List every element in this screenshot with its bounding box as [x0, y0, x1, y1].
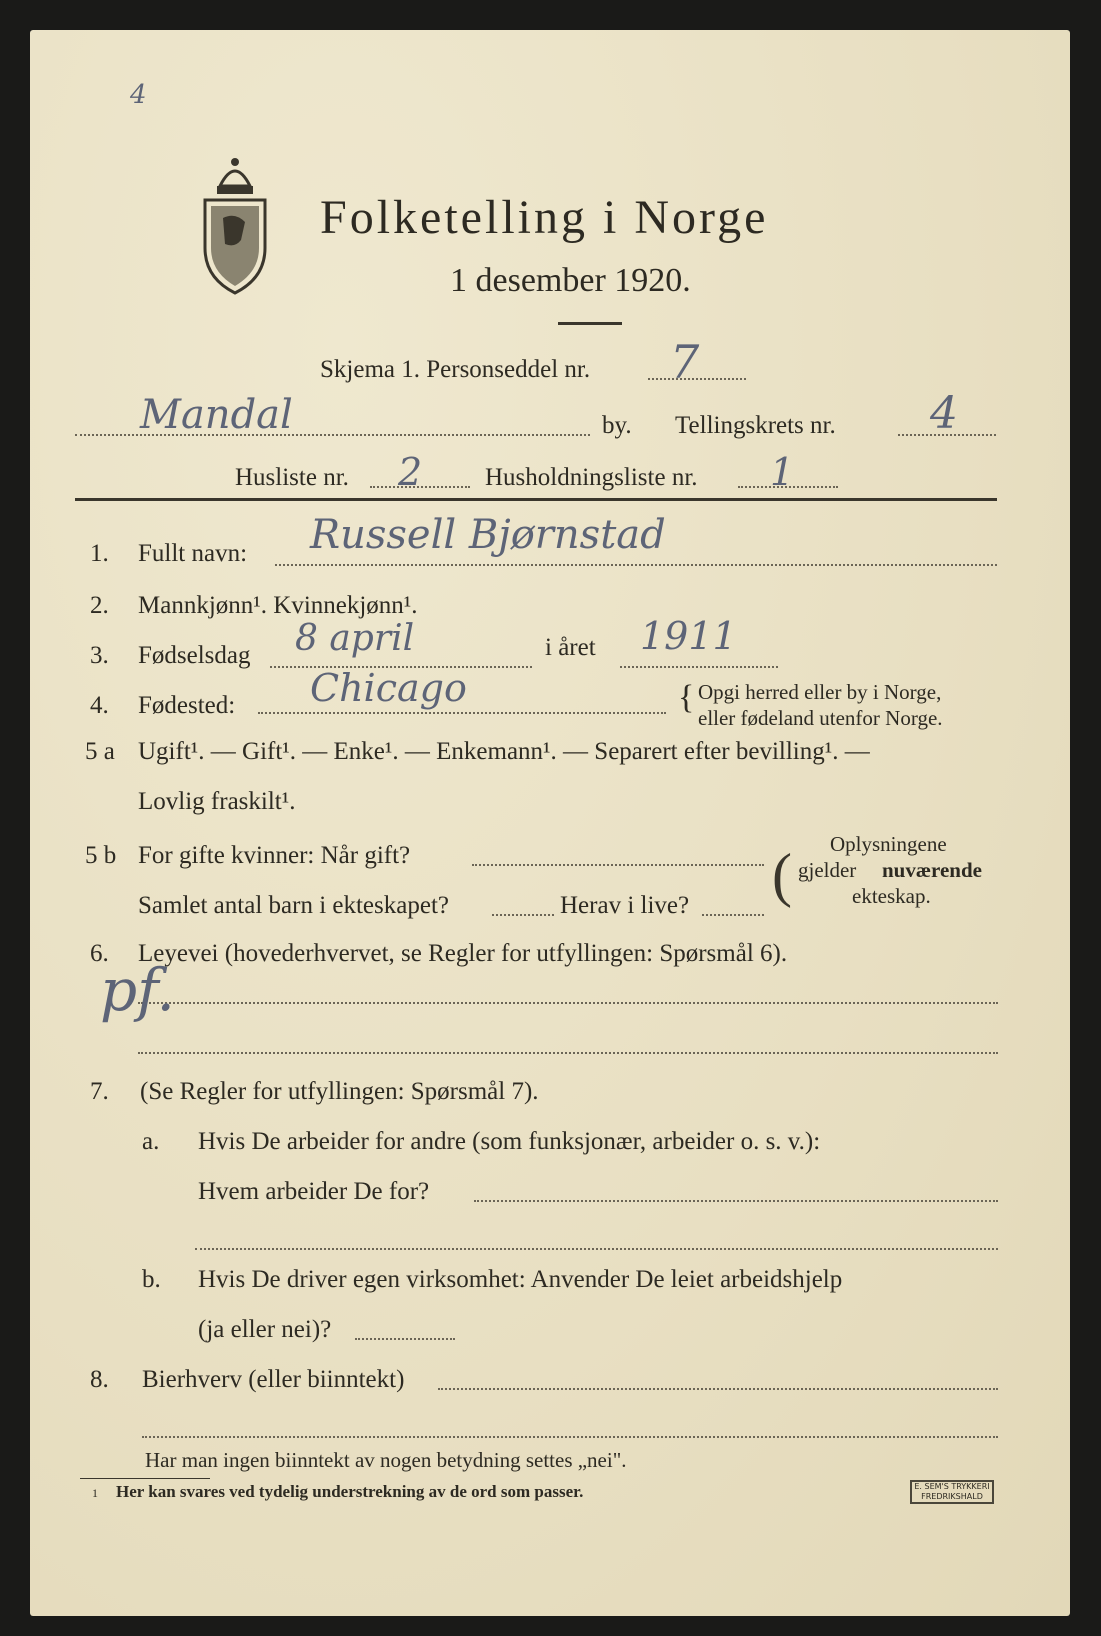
form-title: Folketelling i Norge [320, 191, 769, 244]
q4-note-line1: Opgi herred eller by i Norge, [698, 680, 942, 704]
tellingskrets-value: 4 [930, 388, 958, 439]
q4-value: Chicago [310, 666, 467, 710]
q7a-letter: a. [142, 1128, 160, 1155]
printer-stamp [910, 1480, 994, 1504]
header-rule [75, 498, 997, 501]
q5b-children-label: Samlet antal barn i ekteskapet? [138, 892, 449, 919]
q8-label: Bierhverv (eller biinntekt) [142, 1366, 405, 1393]
q4-note-line2: eller fødeland utenfor Norge. [698, 706, 943, 730]
q5b-children-line [492, 914, 554, 916]
q4-line [258, 712, 666, 714]
q6-line2 [138, 1052, 998, 1054]
q5b-line1: For gifte kvinner: Når gift? [138, 842, 411, 869]
husliste-label: Husliste nr. [235, 464, 349, 491]
q5a-number: 5 a [85, 738, 115, 765]
q5b-number: 5 b [85, 842, 117, 869]
q5b-note-line3: ekteskap. [852, 884, 931, 908]
q6-line1 [138, 1002, 998, 1004]
q3-number: 3. [90, 642, 109, 669]
by-label: by. [602, 412, 632, 439]
q1-label: Fullt navn: [138, 540, 248, 567]
q5b-note-line1: Oplysningene [830, 832, 947, 856]
coat-of-arms-icon [195, 148, 275, 298]
form-date: 1 desember 1920. [450, 262, 691, 299]
q7a-answer-line2 [195, 1248, 998, 1250]
husliste-value: 2 [398, 450, 423, 494]
q1-value: Russell Bjørnstad [310, 512, 666, 558]
q5b-note-line2b: nuværende [882, 858, 982, 882]
q1-number: 1. [90, 540, 109, 567]
q3-date-value: 8 april [295, 618, 415, 659]
q3-year-value: 1911 [640, 614, 737, 658]
q3-year-label: i året [545, 634, 596, 661]
footnote-mark: 1 [92, 1486, 98, 1500]
q7b-letter: b. [142, 1266, 161, 1293]
husholdning-label: Husholdningsliste nr. [485, 464, 698, 491]
q7a-answer-line1 [474, 1200, 998, 1202]
schema-nr-value: 7 [670, 335, 700, 389]
q3-label: Fødselsdag [138, 642, 251, 669]
q7b-answer-line [355, 1338, 455, 1340]
title-divider [558, 322, 622, 325]
q7b-line2: (ja eller nei)? [198, 1316, 332, 1343]
q8-line2 [142, 1436, 998, 1438]
q8-note: Har man ingen biinntekt av nogen betydning settes „nei". [145, 1448, 627, 1472]
q7a-line1: Hvis De arbeider for andre (som funksjonær, arbeider o. s. v.): [198, 1128, 821, 1155]
q7b-line1: Hvis De driver egen virksomhet: Anvender De leiet arbeidshjelp [198, 1266, 843, 1293]
q2-label: Mannkjønn¹. Kvinnekjønn¹. [138, 592, 418, 619]
q5b-married-line [472, 864, 764, 866]
q6-label: Leyevei (hovederhvervet, se Regler for utfyllingen: Spørsmål 6). [138, 940, 788, 967]
q5b-note-brace: ( [772, 842, 792, 908]
q6-number: 6. [90, 940, 109, 967]
census-form [30, 30, 1070, 1616]
q5b-note-line2a: gjelder [798, 858, 857, 882]
footnote-rule [80, 1478, 210, 1479]
q7-number: 7. [90, 1078, 109, 1105]
q5b-alive-label: Herav i live? [560, 892, 690, 919]
q1-line [275, 564, 997, 566]
q4-label: Fødested: [138, 692, 236, 719]
q5a-line1: Ugift¹. — Gift¹. — Enke¹. — Enkemann¹. — Separert efter bevilling¹. — [138, 738, 870, 765]
q4-number: 4. [90, 692, 109, 719]
q7-label: (Se Regler for utfyllingen: Spørsmål 7). [140, 1078, 539, 1105]
printer-stamp-line1: E. SEM'S TRYKKERI [914, 1482, 990, 1491]
q5a-line2: Lovlig fraskilt¹. [138, 788, 296, 815]
q5b-alive-line [702, 914, 764, 916]
q3-year-line [620, 666, 778, 668]
q7a-line2: Hvem arbeider De for? [198, 1178, 430, 1205]
city-value: Mandal [140, 392, 293, 438]
q8-line1 [438, 1388, 998, 1390]
q6-value: pf. [100, 956, 175, 1024]
footnote-text: Her kan svares ved tydelig understrekning av de ord som passer. [116, 1482, 584, 1501]
q8-number: 8. [90, 1366, 109, 1393]
q2-number: 2. [90, 592, 109, 619]
printer-stamp-line2: FREDRIKSHALD [921, 1492, 983, 1501]
q4-note-brace: { [678, 679, 695, 716]
schema-label: Skjema 1. Personseddel nr. [320, 356, 591, 383]
corner-mark: 4 [130, 80, 147, 110]
husholdning-value: 1 [770, 450, 795, 494]
tellingskrets-label: Tellingskrets nr. [675, 412, 836, 439]
